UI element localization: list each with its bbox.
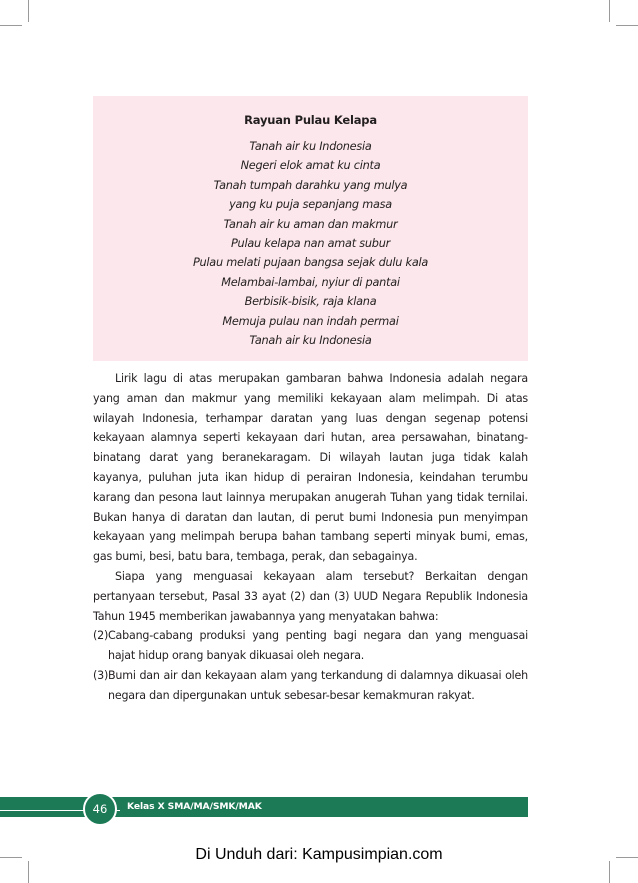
list-number: (2)	[93, 629, 109, 643]
poem-line: Pulau melati pujaan bangsa sejak dulu kala	[192, 256, 429, 270]
poem-line: Pulau kelapa nan amat subur	[231, 236, 390, 250]
crop-mark	[28, 0, 29, 22]
crop-mark	[616, 25, 638, 26]
crop-mark	[28, 861, 29, 883]
paragraph: Lirik lagu di atas merupakan gambaran bahwa Indonesia adalah negara yang aman dan makmur yang memiliki kekayaan alam melimpah. Di atas wilayah Indonesia, terhampar daratan yang luas dengan segenap potensi kekayaan alamnya seperti kekayaan dari hutan, area persawahan, binatang-binatang darat yang beranekaragam. Di wilayah lautan juga tidak kalah kayanya, puluhan juta ikan hidup di perairan Indonesia, keindahan terumbu karang dan pesona laut lainnya merupakan anugerah Tuhan yang tidak ternilai. Bukan hanya di daratan dan lautan, di perut bumi Indonesia pun menyimpan kekayaan yang melimpah berupa bahan tambang seperti minyak bumi, emas, gas bumi, besi, batu bara, tembaga, perak, dan sebagainya.	[93, 372, 528, 564]
poem-line: Memuja pulau nan indah permai	[222, 314, 399, 328]
poem-line: Berbisik-bisik, raja klana	[244, 295, 377, 309]
paragraph: Siapa yang menguasai kekayaan alam tersebut? Berkaitan dengan pertanyaan tersebut, Pasal 33 ayat (2) dan (3) UUD Negara Republik Indonesia Tahun 1945 memberikan jawabannya yang menyatakan bahwa:	[93, 569, 528, 623]
list-number: (3)	[93, 668, 109, 682]
body-text	[93, 369, 528, 706]
crop-mark	[609, 0, 610, 22]
list-item	[93, 666, 528, 706]
poem-lines	[93, 137, 528, 350]
crop-mark	[0, 25, 22, 26]
footer-class-label: Kelas X SMA/MA/SMK/MAK	[127, 801, 262, 812]
poem-line: Tanah air ku aman dan makmur	[223, 217, 398, 231]
poem-line: Tanah tumpah darahku yang mulya	[213, 178, 408, 192]
poem-title: Rayuan Pulau Kelapa	[244, 113, 377, 127]
footer-bar	[0, 797, 528, 817]
poem-box	[93, 96, 528, 361]
page-number: 46	[92, 802, 108, 816]
poem-line: Negeri elok amat ku cinta	[240, 159, 381, 173]
list-text: Cabang-cabang produksi yang penting bagi negara dan yang menguasai hajat hidup orang banyak dikuasai oleh negara.	[108, 629, 528, 663]
poem-line: Tanah air ku Indonesia	[249, 333, 372, 347]
list-item	[93, 626, 528, 666]
poem-line: Melambai-lambai, nyiur di pantai	[221, 275, 400, 289]
crop-mark	[609, 861, 610, 883]
list-text: Bumi dan air dan kekayaan alam yang terkandung di dalamnya dikuasai oleh negara dan dipergunakan untuk sebesar-besar kemakmuran rakyat.	[108, 668, 528, 702]
poem-line: yang ku puja sepanjang masa	[229, 198, 392, 212]
poem-line: Tanah air ku Indonesia	[249, 140, 372, 153]
page-number-badge	[83, 792, 117, 826]
source-watermark: Di Unduh dari: Kampusimpian.com	[195, 846, 443, 863]
